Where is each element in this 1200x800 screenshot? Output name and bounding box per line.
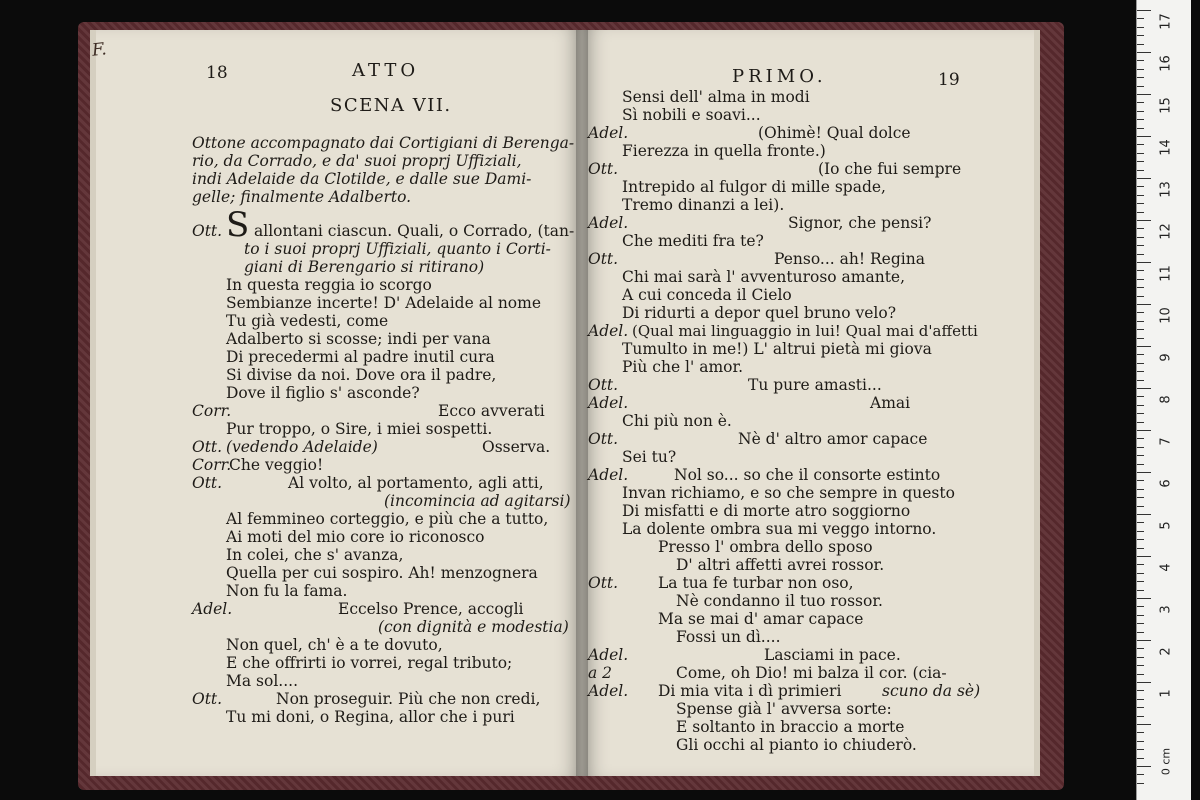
ruler-tick <box>1137 522 1144 523</box>
ruler-number: 2 <box>1158 647 1174 656</box>
ruler-tick <box>1137 296 1144 297</box>
verse-line: Di precedermi al padre inutil cura <box>226 348 495 366</box>
verse-line: Sì nobili e soavi... <box>622 106 761 124</box>
speaker-label: Corr. <box>192 402 232 420</box>
left-page-number: 18 <box>206 63 228 83</box>
ruler-tick <box>1137 321 1144 322</box>
ruler-tick <box>1137 178 1151 179</box>
ruler-tick <box>1137 430 1151 431</box>
ruler-tick <box>1137 783 1144 784</box>
drop-cap: S <box>226 205 250 245</box>
stage-direction-inline: (con dignità e modestia) <box>378 618 569 636</box>
verse-line: Non proseguir. Più che non credi, <box>276 690 541 708</box>
ruler-tick <box>1137 489 1144 490</box>
ruler-number: 5 <box>1158 521 1174 530</box>
verse-line: Pur troppo, o Sire, i miei sospetti. <box>226 420 493 438</box>
speaker-label: Corr. <box>192 456 232 474</box>
verse-line: Ma se mai d' amar capace <box>658 610 864 628</box>
ruler-number: 10 <box>1158 307 1174 324</box>
verse-line: Adalberto si scosse; indi per vana <box>226 330 491 348</box>
ruler-tick <box>1137 590 1144 591</box>
speaker-label: Ott. <box>588 430 619 448</box>
ruler-tick <box>1137 262 1151 263</box>
ruler-tick <box>1137 128 1144 129</box>
ruler-tick <box>1137 245 1144 246</box>
ruler-tick <box>1137 354 1144 355</box>
verse-line: D' altri affetti avrei rossor. <box>676 556 885 574</box>
ruler-tick <box>1137 623 1144 624</box>
ruler-tick <box>1137 556 1151 557</box>
ruler-tick <box>1137 632 1144 633</box>
ruler-tick <box>1137 497 1144 498</box>
verse-line: Più che l' amor. <box>622 358 744 376</box>
ruler-tick <box>1137 212 1144 213</box>
verse-line: (Qual mai linguaggio in lui! Qual mai d'affetti <box>632 322 978 340</box>
verse-line: Sensi dell' alma in modi <box>622 88 810 106</box>
ruler-tick <box>1137 422 1144 423</box>
speaker-label: Ott. <box>588 574 619 592</box>
stage-direction-line: rio, da Corrado, e da' suoi proprj Uffiziali, <box>192 152 522 170</box>
ruler-tick <box>1137 581 1144 582</box>
ruler-number: 13 <box>1158 181 1174 198</box>
ruler-tick <box>1137 539 1144 540</box>
ruler-tick <box>1137 598 1151 599</box>
verse-line: In questa reggia io scorgo <box>226 276 432 294</box>
ruler-tick <box>1137 329 1144 330</box>
verse-line: Dove il figlio s' asconde? <box>226 384 420 402</box>
ruler-tick <box>1137 606 1144 607</box>
ruler-tick <box>1137 472 1151 473</box>
verse-line: Invan richiamo, e so che sempre in questo <box>622 484 955 502</box>
verse-line: (Ohimè! Qual dolce <box>758 124 911 142</box>
speaker-label: Adel. <box>588 646 629 664</box>
ruler-tick <box>1137 648 1144 649</box>
verse-line: Nè condanno il tuo rossor. <box>676 592 883 610</box>
ruler-tick <box>1137 438 1144 439</box>
ruler-tick <box>1137 506 1144 507</box>
verse-line: Amai <box>870 394 911 412</box>
ruler-tick <box>1137 396 1144 397</box>
ruler-tick <box>1137 186 1144 187</box>
ruler-number: 17 <box>1158 13 1174 30</box>
ruler-tick <box>1137 657 1144 658</box>
measurement-ruler <box>1136 0 1191 800</box>
speaker-label: Adel. <box>192 600 233 618</box>
ruler-tick <box>1137 111 1144 112</box>
speaker-label: Ott. <box>588 376 619 394</box>
ruler-tick <box>1137 27 1144 28</box>
verse-line: Che veggio! <box>229 456 324 474</box>
ruler-tick <box>1137 413 1144 414</box>
ruler-number: 4 <box>1158 563 1174 572</box>
speaker-label: Adel. <box>588 214 629 232</box>
ruler-tick <box>1137 405 1144 406</box>
ruler-tick <box>1137 346 1151 347</box>
verse-line: Presso l' ombra dello sposo <box>658 538 873 556</box>
ruler-tick <box>1137 380 1144 381</box>
verse-line: Fossi un dì.... <box>676 628 781 646</box>
ruler-tick <box>1137 220 1151 221</box>
ruler-tick <box>1137 270 1144 271</box>
ruler-tick <box>1137 514 1151 515</box>
verse-line: Lasciami in pace. <box>764 646 901 664</box>
verse-line: to i suoi proprj Uffiziali, quanto i Corti- <box>244 240 551 258</box>
verse-line: Tu già vedesti, come <box>226 312 389 330</box>
ruler-number: 6 <box>1158 479 1174 488</box>
speaker-label: Ott. <box>192 690 223 708</box>
right-page-number: 19 <box>938 70 960 90</box>
speaker-label: Adel. <box>588 124 629 142</box>
verse-line: giani di Berengario si ritirano) <box>244 258 485 276</box>
verse-line: Di ridurti a depor quel bruno velo? <box>622 304 897 322</box>
ruler-tick <box>1137 203 1144 204</box>
ruler-tick <box>1137 237 1144 238</box>
ruler-tick <box>1137 254 1144 255</box>
ruler-number: 16 <box>1158 55 1174 72</box>
ruler-tick <box>1137 18 1144 19</box>
speaker-label: Ott. <box>588 160 619 178</box>
ruler-tick <box>1137 388 1151 389</box>
verse-line: Tremo dinanzi a lei). <box>622 196 785 214</box>
ruler-tick <box>1137 724 1151 725</box>
ruler-tick <box>1137 741 1144 742</box>
verse-line: Non quel, ch' è a te dovuto, <box>226 636 443 654</box>
ruler-tick <box>1137 304 1151 305</box>
verse-line: E che offrirti io vorrei, regal tributo; <box>226 654 513 672</box>
verse-line: La tua fe turbar non oso, <box>658 574 854 592</box>
ruler-tick <box>1137 10 1151 11</box>
verse-line: Chi più non è. <box>622 412 732 430</box>
ruler-tick <box>1137 531 1144 532</box>
ruler-number: 8 <box>1158 395 1174 404</box>
verse-line: Ai moti del mio core io riconosco <box>226 528 485 546</box>
verse-line: Spense già l' avversa sorte: <box>676 700 892 718</box>
verse-line: Quella per cui sospiro. Ah! menzognera <box>226 564 538 582</box>
verse-line: Sembianze incerte! D' Adelaide al nome <box>226 294 542 312</box>
speaker-label: Adel. <box>588 682 629 700</box>
ruler-tick <box>1137 52 1151 53</box>
ruler-tick <box>1137 60 1144 61</box>
ruler-tick <box>1137 35 1144 36</box>
ruler-tick <box>1137 640 1151 641</box>
speaker-label: Ott. <box>192 474 223 492</box>
right-running-head: PRIMO. <box>732 66 827 87</box>
verse-line: Nol so... so che il consorte estinto <box>674 466 941 484</box>
ruler-tick <box>1137 615 1144 616</box>
ruler-tick <box>1137 564 1144 565</box>
verse-line: Tu mi doni, o Regina, allor che i puri <box>226 708 515 726</box>
ruler-tick <box>1137 749 1144 750</box>
stage-direction-line: indi Adelaide da Clotilde, e dalle sue Dami- <box>192 170 532 188</box>
ruler-tick <box>1137 732 1144 733</box>
book-gutter <box>576 30 588 776</box>
stage-direction-inline: (incomincia ad agitarsi) <box>384 492 571 510</box>
verse-line: Al femmineo corteggio, e più che a tutto, <box>226 510 549 528</box>
ruler-tick <box>1137 94 1151 95</box>
margin-mark: F. <box>90 39 108 61</box>
left-running-head: ATTO <box>352 60 420 81</box>
ruler-tick <box>1137 161 1144 162</box>
stage-direction-inline: (vedendo Adelaide) <box>226 438 378 456</box>
scene-title: SCENA VII. <box>330 95 452 116</box>
ruler-tick <box>1137 287 1144 288</box>
verse-line: Non fu la fama. <box>226 582 348 600</box>
ruler-tick <box>1137 455 1144 456</box>
ruler-tick <box>1137 44 1144 45</box>
verse-line: A cui conceda il Cielo <box>622 286 792 304</box>
speaker-label: Adel. <box>588 466 629 484</box>
ruler-tick <box>1137 774 1144 775</box>
ruler-tick <box>1137 102 1144 103</box>
verse-line: Nè d' altro amor capace <box>738 430 928 448</box>
ruler-tick <box>1137 716 1144 717</box>
ruler-tick <box>1137 573 1144 574</box>
ruler-tick <box>1137 170 1144 171</box>
ruler-tick <box>1137 195 1144 196</box>
speaker-label: Adel. <box>588 394 629 412</box>
verse-line: Ma sol.... <box>226 672 298 690</box>
verse-line: Penso... ah! Regina <box>774 250 925 268</box>
verse-line: La dolente ombra sua mi veggo intorno. <box>622 520 937 538</box>
ruler-tick <box>1137 480 1144 481</box>
ruler-tick <box>1137 228 1144 229</box>
ruler-number: 7 <box>1158 437 1174 446</box>
stage-direction-line: gelle; finalmente Adalberto. <box>192 188 412 206</box>
verse-line: Fierezza in quella fronte.) <box>622 142 826 160</box>
ruler-tick <box>1137 69 1144 70</box>
ruler-tick <box>1137 674 1144 675</box>
verse-line: Gli occhi al pianto io chiuderò. <box>676 736 917 754</box>
ruler-tick <box>1137 758 1144 759</box>
ruler-number: 12 <box>1158 223 1174 240</box>
ruler-tick <box>1137 690 1144 691</box>
ruler-tick <box>1137 86 1144 87</box>
verse-line: E soltanto in braccio a morte <box>676 718 905 736</box>
ruler-tick <box>1137 312 1144 313</box>
ruler-tick <box>1137 136 1151 137</box>
ruler-tick <box>1137 447 1144 448</box>
ruler-tick <box>1137 699 1144 700</box>
ruler-tick <box>1137 338 1144 339</box>
verse-line: Che mediti fra te? <box>622 232 764 250</box>
verse-line: Chi mai sarà l' avventuroso amante, <box>622 268 906 286</box>
verse-line: Intrepido al fulgor di mille spade, <box>622 178 886 196</box>
ruler-number: 0 cm <box>1159 747 1173 776</box>
ruler-tick <box>1137 766 1151 767</box>
verse-line: Ecco avverati <box>438 402 545 420</box>
verse-line: (Io che fui sempre <box>818 160 962 178</box>
verse-line: Tu pure amasti... <box>748 376 882 394</box>
verse-line: Osserva. <box>482 438 551 456</box>
stage-direction-inline: scuno da sè) <box>882 682 981 700</box>
ruler-tick <box>1137 548 1144 549</box>
ruler-tick <box>1137 153 1144 154</box>
ruler-tick <box>1137 77 1144 78</box>
ruler-tick <box>1137 279 1144 280</box>
speaker-label: Ott. <box>192 222 223 240</box>
verse-line: Di misfatti e di morte atro soggiorno <box>622 502 911 520</box>
ruler-number: 14 <box>1158 139 1174 156</box>
verse-line: Si divise da noi. Dove ora il padre, <box>226 366 497 384</box>
ruler-number: 9 <box>1158 353 1174 362</box>
ruler-number: 15 <box>1158 97 1174 114</box>
ruler-tick <box>1137 371 1144 372</box>
ruler-tick <box>1137 665 1144 666</box>
verse-line: Sei tu? <box>622 448 677 466</box>
verse-line: Tumulto in me!) L' altrui pietà mi giova <box>622 340 932 358</box>
ruler-tick <box>1137 682 1151 683</box>
speaker-label: Ott. <box>588 250 619 268</box>
verse-line: Come, oh Dio! mi balza il cor. (cia- <box>676 664 947 682</box>
verse-line: allontani ciascun. Quali, o Corrado, (tan- <box>254 222 575 240</box>
ruler-tick <box>1137 363 1144 364</box>
ruler-tick <box>1137 707 1144 708</box>
speaker-label: Adel. <box>588 322 629 340</box>
stage-direction-line: Ottone accompagnato dai Cortigiani di Berenga- <box>192 134 575 152</box>
verse-line: In colei, che s' avanza, <box>226 546 404 564</box>
ruler-tick <box>1137 144 1144 145</box>
speaker-label: a 2 <box>588 664 613 682</box>
verse-line: Eccelso Prence, accogli <box>338 600 524 618</box>
speaker-label: Ott. <box>192 438 223 456</box>
verse-line: Signor, che pensi? <box>788 214 932 232</box>
ruler-number: 1 <box>1158 689 1174 698</box>
ruler-number: 11 <box>1158 265 1174 282</box>
verse-line: Al volto, al portamento, agli atti, <box>288 474 544 492</box>
ruler-tick <box>1137 119 1144 120</box>
ruler-tick <box>1137 464 1144 465</box>
ruler-number: 3 <box>1158 605 1174 614</box>
verse-line: Di mia vita i dì primieri <box>658 682 842 700</box>
